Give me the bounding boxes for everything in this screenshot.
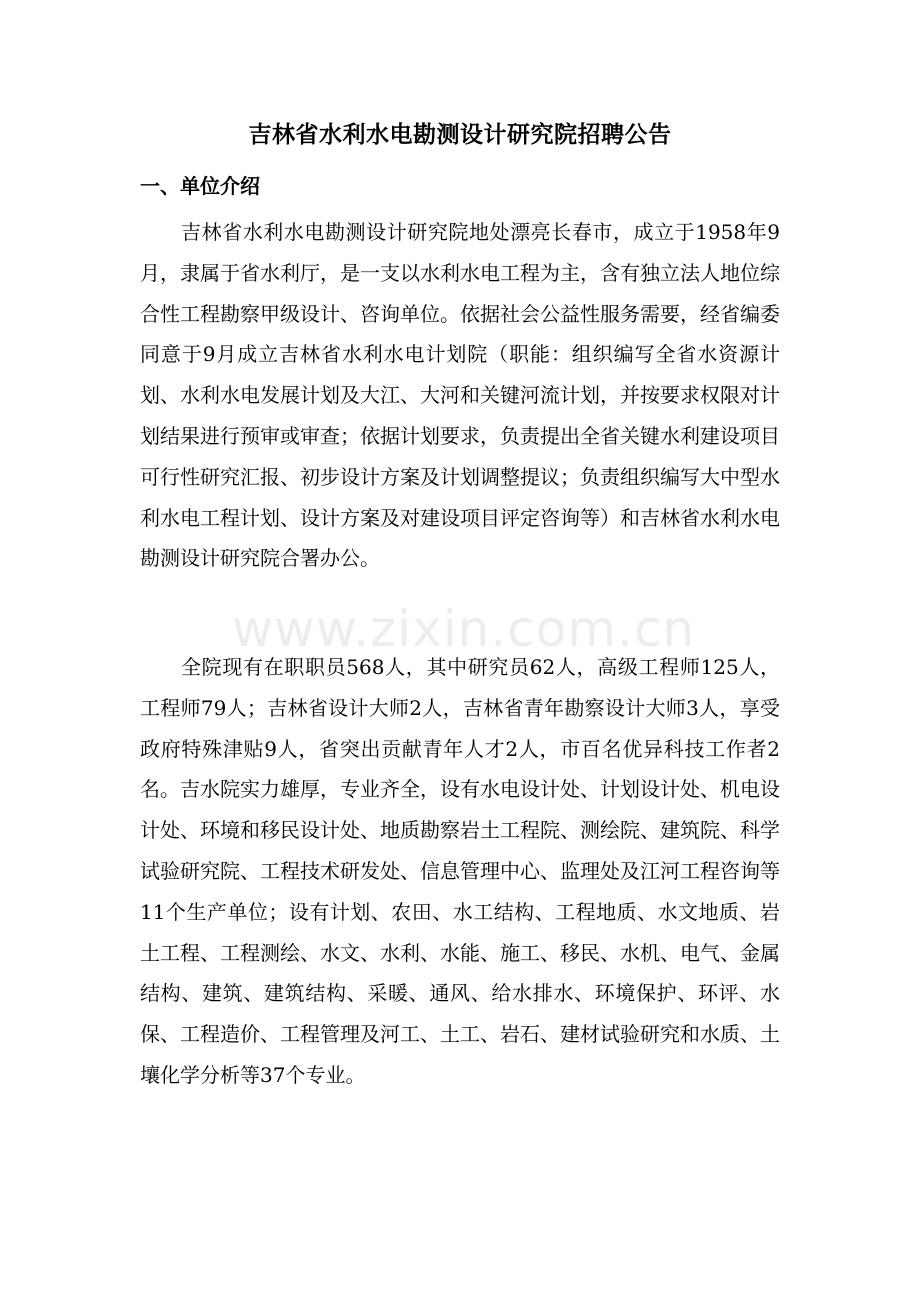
paragraph-staff: 全院现有在职职员568人，其中研究员62人，高级工程师125人，工程师79人；吉林省设计大师2人，吉林省青年勘察设计大师3人，享受政府特殊津贴9人，省突出贡献青年人才2人，市百名优异科技工作者2名。吉水院实力雄厚，专业齐全，设有水电设计处、计划设计处、机电设计处、环境和移民设计处、地质勘察岩土工程院、测绘院、建筑院、科学试验研究院、工程技术研发处、信息管理中心、监理处及江河工程咨询等11个生产单位；设有计划、农田、水工结构、工程地质、水文地质、岩土工程、工程测绘、水文、水利、水能、施工、移民、水机、电气、金属结构、建筑、建筑结构、采暖、通风、给水排水、环境保护、环评、水保、工程造价、工程管理及河工、土工、岩石、建材试验研究和水质、土壤化学分析等37个专业。	[140, 655, 780, 1087]
document-title: 吉林省水利水电勘测设计研究院招聘公告	[248, 121, 672, 148]
paragraph-intro: 吉林省水利水电勘测设计研究院地处漂亮长春市，成立于1958年9月，隶属于省水利厅，是一支以水利水电工程为主，含有独立法人地位综合性工程勘察甲级设计、咨询单位。依据社会公益性服务需要，经省编委同意于9月成立吉林省水利水电计划院（职能：组织编写全省水资源计划、水利水电发展计划及大江、大河和关键河流计划，并按要求权限对计划结果进行预审或审查；依据计划要求，负责提出全省关键水利建设项目可行性研究汇报、初步设计方案及计划调整提议；负责组织编写大中型水利水电工程计划、设计方案及对建设项目评定咨询等）和吉林省水利水电勘测设计研究院合署办公。	[140, 220, 780, 571]
section-heading: 一、单位介绍	[140, 174, 260, 198]
watermark-text: www.zixin.com.cn	[232, 600, 696, 658]
